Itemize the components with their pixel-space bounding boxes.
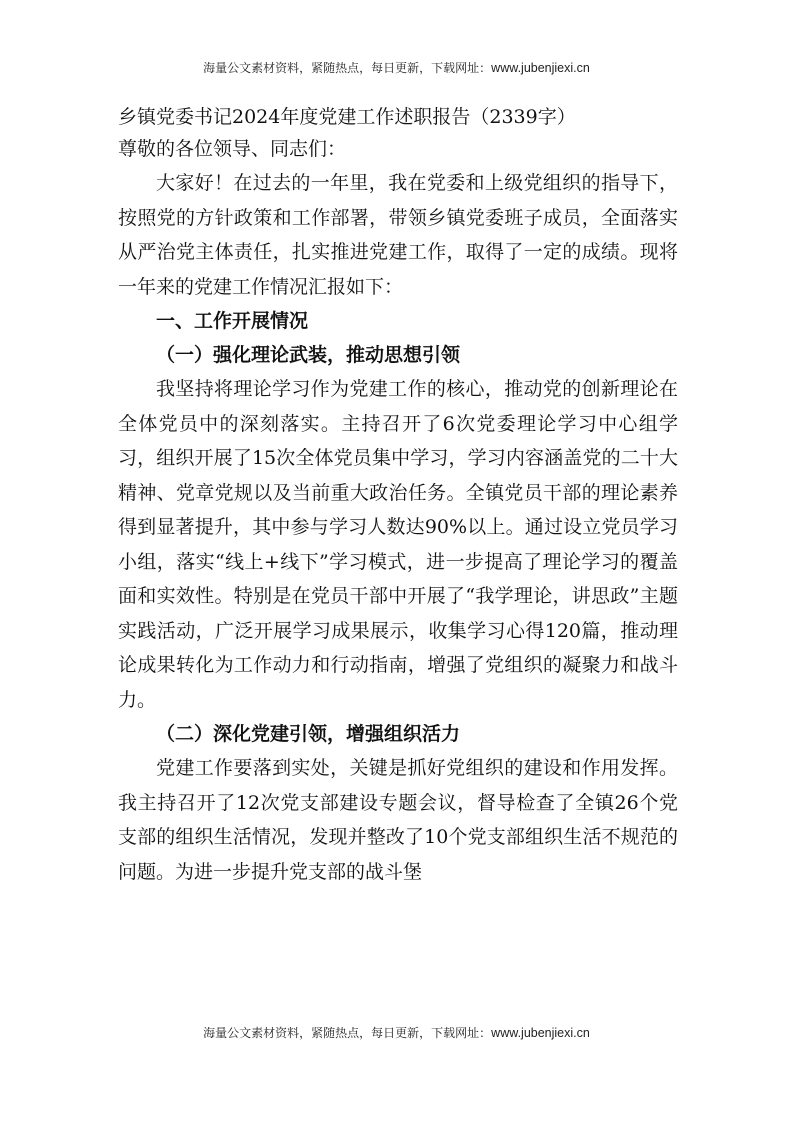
subsection-2-paragraph: 党建工作要落到实处，关键是抓好党组织的建设和作用发挥。我主持召开了12次党支部建设专题会议，督导检查了全镇26个党支部的组织生活情况，发现并整改了10个党支部组织生活不规范的问题。为进一步提升党支部的战斗堡 <box>118 757 678 883</box>
footer-banner-url[interactable]: www.jubenjiexi.cn <box>491 1026 590 1040</box>
subsection-heading-1: （一）强化理论武装，推动思想引领 <box>156 344 461 366</box>
header-banner-text: 海量公文素材资料，紧随热点，每日更新，下载网址： <box>203 61 492 75</box>
footer-banner-text: 海量公文素材资料，紧随热点，每日更新，下载网址： <box>203 1026 492 1040</box>
intro-paragraph: 大家好！在过去的一年里，我在党委和上级党组织的指导下，按照党的方针政策和工作部署，带领乡镇党委班子成员，全面落实从严治党主体责任，扎实推进党建工作，取得了一定的成绩。现将一年来的党建工作情况汇报如下： <box>118 172 678 298</box>
header-banner-url[interactable]: www.jubenjiexi.cn <box>491 61 590 75</box>
header-banner <box>0 60 793 76</box>
greeting: 尊敬的各位领导、同志们： <box>118 138 347 160</box>
subsection-1-paragraph: 我坚持将理论学习作为党建工作的核心，推动党的创新理论在全体党员中的深刻落实。主持召开了6次党委理论学习中心组学习，组织开展了15次全体党员集中学习，学习内容涵盖党的二十大精神、党章党规以及当前重大政治任务。全镇党员干部的理论素养得到显著提升，其中参与学习人数达90%以上。通过设立党员学习小组，落实“线上+线下”学习模式，进一步提高了理论学习的覆盖面和实效性。特别是在党员干部中开展了“我学理论，讲思政”主题实践活动，广泛开展学习成果展示，收集学习心得120篇，推动理论成果转化为工作动力和行动指南，增强了党组织的凝聚力和战斗力。 <box>118 378 678 711</box>
section-heading-1: 一、工作开展情况 <box>156 310 309 332</box>
subsection-heading-2: （二）深化党建引领，增强组织活力 <box>156 723 461 745</box>
footer-banner <box>0 1025 793 1041</box>
document-title: 乡镇党委书记2024年度党建工作述职报告（2339字） <box>118 106 576 128</box>
document-body <box>118 102 678 889</box>
